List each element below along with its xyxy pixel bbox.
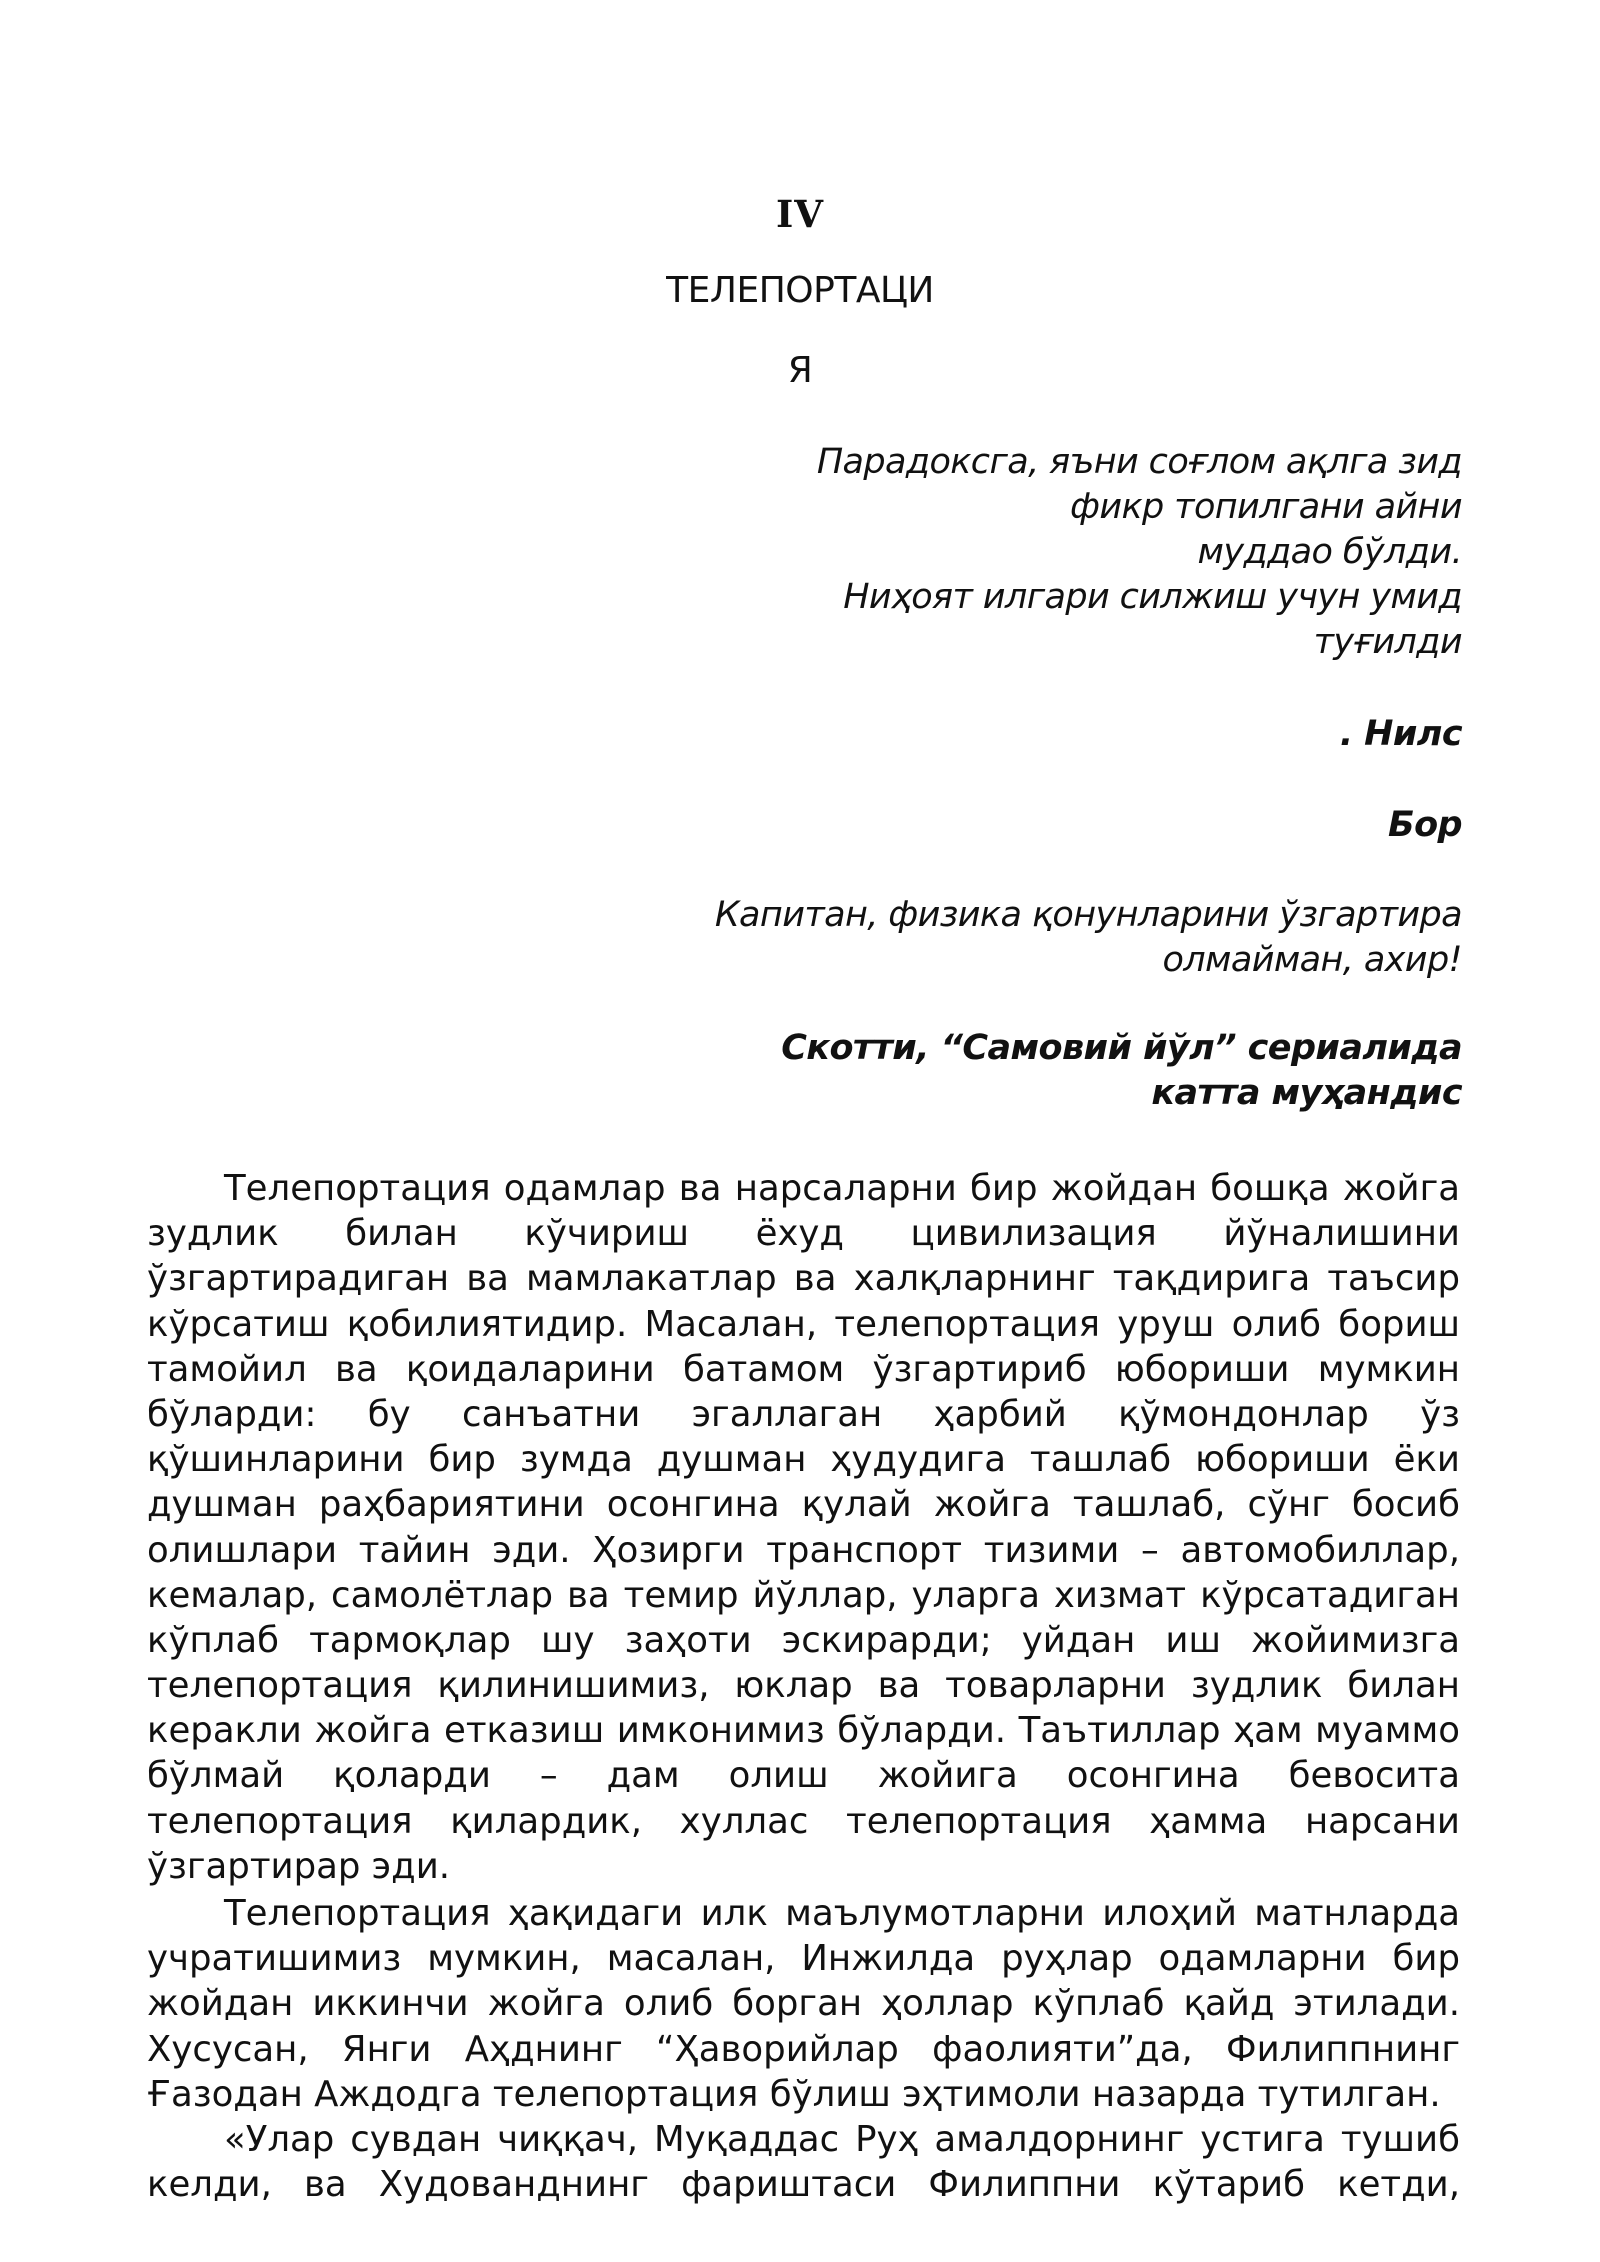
epigraph-line: фикр топилгани айни <box>1070 487 1462 527</box>
paragraph-line: телепортация қилардик, хуллас телепортация ҳамма нарсани <box>147 1800 1460 1842</box>
epigraph-author-line: катта муҳандис <box>1151 1073 1462 1113</box>
paragraph-line: душман раҳбариятини осонгина қулай жойга ташлаб, сўнг босиб <box>147 1484 1460 1526</box>
chapter-title-line-2: Я <box>787 350 813 391</box>
epigraph-line: Парадоксга, яъни соғлом ақлга зид <box>816 442 1462 482</box>
paragraph-line: олишлари тайин эди. Ҳозирги транспорт тизими – автомобиллар, <box>147 1529 1460 1571</box>
epigraph-line: Капитан, физика қонунларини ўзгартира <box>714 895 1462 935</box>
epigraph-1-author-line-1: . Нилс <box>1339 714 1462 754</box>
paragraph-line: Ғазодан Аждодга телепортация бўлиш эҳтимоли назарда тутилган. <box>147 2073 1441 2115</box>
paragraph-line: кемалар, самолётлар ва темир йўллар, уларга хизмат кўрсатадиган <box>147 1574 1460 1616</box>
paragraph-line: Хусусан, Янги Аҳднинг “Ҳаворийлар фаолияти”да, Филиппнинг <box>147 2028 1460 2070</box>
epigraph-2-quote <box>715 893 1462 983</box>
paragraph-line: кўрсатиш қобилиятидир. Масалан, телепортация уруш олиб бориш <box>147 1303 1460 1345</box>
paragraph-line: Телепортация ҳақидаги илк маълумотларни илоҳий матнларда <box>224 1893 1460 1934</box>
paragraph-line: ўзгартирар эди. <box>147 1845 451 1887</box>
paragraph-line: келди, ва Худованднинг фариштаси Филиппни кўтариб кетди, <box>147 2164 1460 2206</box>
epigraph-2-author <box>781 1026 1462 1116</box>
paragraph-line: Телепортация одамлар ва нарсаларни бир жойдан бошқа жойга <box>224 1168 1460 1209</box>
epigraph-1-quote <box>817 440 1462 665</box>
paragraph-line: жойдан иккинчи жойга олиб борган ҳоллар кўплаб қайд этилади. <box>147 1983 1460 2025</box>
epigraph-line: муддао бўлди. <box>1197 532 1462 572</box>
chapter-number: IV <box>775 192 824 236</box>
paragraph-1 <box>147 1166 1460 1889</box>
epigraph-line: олмайман, ахир! <box>1162 940 1462 980</box>
epigraph-author-line: Скотти, “Самовий йўл” сериалида <box>781 1028 1462 1068</box>
paragraph-line: тамойил ва қоидаларини батамом ўзгартириб юбориши мумкин <box>147 1348 1460 1390</box>
paragraph-line: телепортация қилинишимиз, юклар ва товарларни зудлик билан <box>147 1665 1460 1707</box>
paragraph-line: учратишимиз мумкин, масалан, Инжилда руҳлар одамларни бир <box>147 1938 1460 1980</box>
epigraph-line: Ниҳоят илгари силжиш учун умид <box>843 577 1462 617</box>
paragraph-3 <box>147 2117 1460 2207</box>
paragraph-line: бўларди: бу санъатни эгаллаган ҳарбий қўмондонлар ўз <box>147 1393 1460 1435</box>
chapter-title-line-1: ТЕЛЕПОРТАЦИ <box>666 270 934 311</box>
epigraph-line: туғилди <box>1313 622 1462 662</box>
paragraph-line: «Улар сувдан чиққач, Муқаддас Руҳ амалдорнинг устига тушиб <box>224 2119 1460 2160</box>
paragraph-line: бўлмай қоларди – дам олиш жойига осонгина бевосита <box>147 1755 1460 1797</box>
paragraph-line: ўзгартирадиган ва мамлакатлар ва халқларнинг тақдирига таъсир <box>147 1258 1460 1300</box>
paragraph-line: кўплаб тармоқлар шу заҳоти эскирарди; уйдан иш жойимизга <box>147 1619 1460 1661</box>
paragraph-line: керакли жойга етказиш имконимиз бўларди. Таътиллар ҳам муаммо <box>147 1710 1460 1752</box>
paragraph-line: зудлик билан кўчириш ёхуд цивилизация йўналишини <box>147 1213 1460 1255</box>
epigraph-1-author-line-2: Бор <box>1388 805 1462 845</box>
paragraph-line: қўшинларини бир зумда душман ҳудудига ташлаб юбориши ёки <box>147 1439 1460 1481</box>
paragraph-2 <box>147 1891 1460 2117</box>
